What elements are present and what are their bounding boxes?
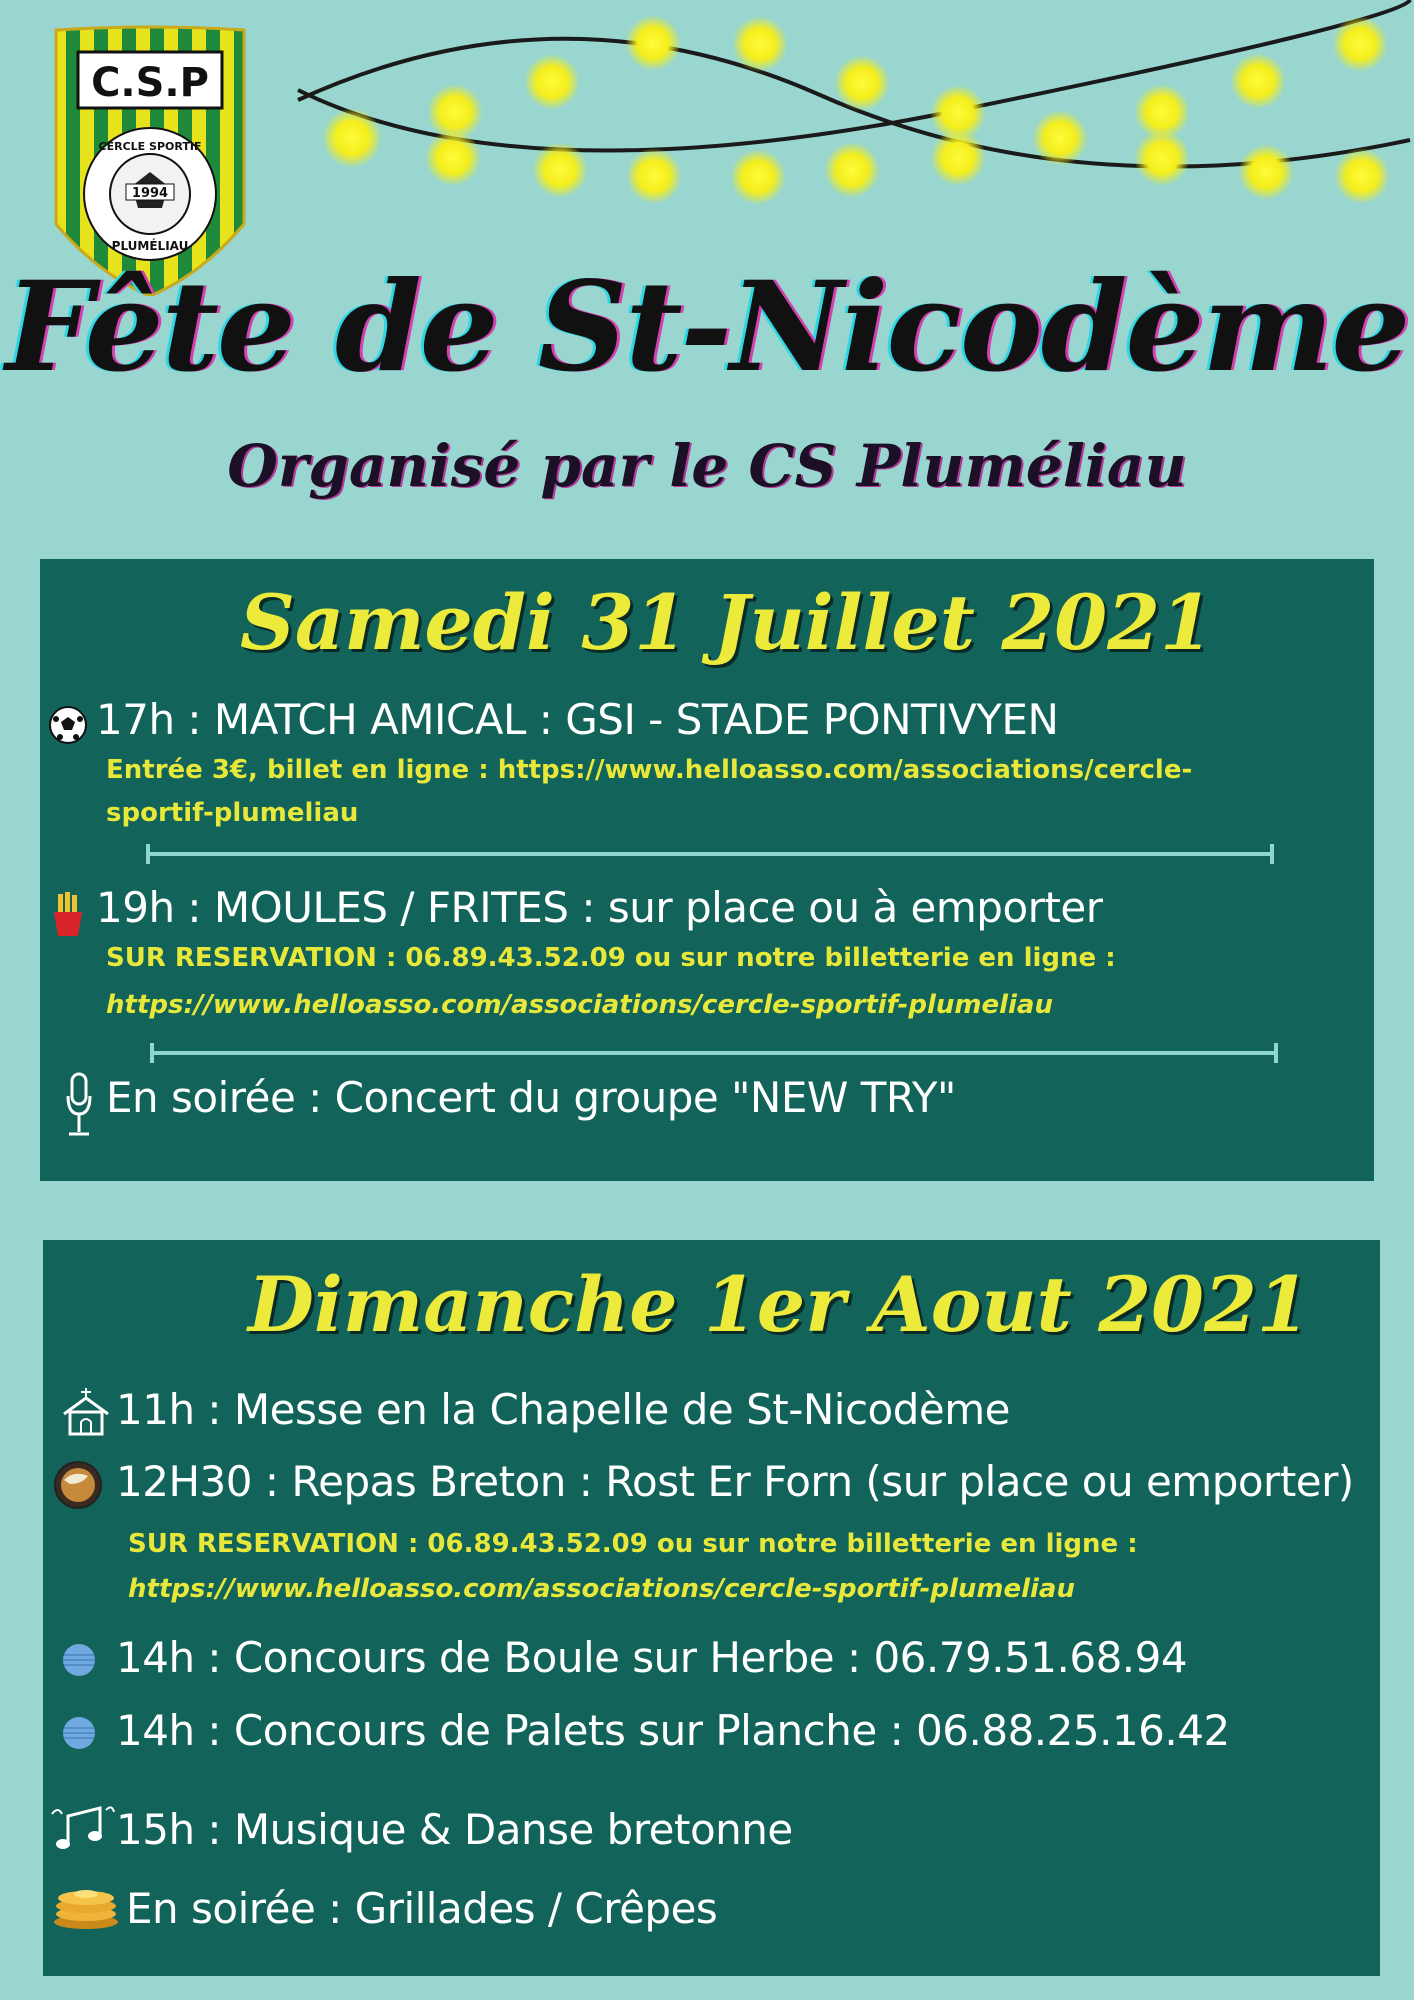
- event-subtitle: Organisé par le CS Pluméliau: [227, 432, 1187, 500]
- sunday-repas-line: 12H30 : Repas Breton : Rost Er Forn (sur place ou emporter): [116, 1457, 1354, 1506]
- sunday-messe-line: 11h : Messe en la Chapelle de St-Nicodème: [116, 1385, 1010, 1434]
- divider: [150, 1051, 1278, 1055]
- svg-text:1994: 1994: [131, 186, 169, 201]
- svg-text:PLUMÉLIAU: PLUMÉLIAU: [111, 239, 189, 253]
- chapel-icon: [60, 1388, 112, 1436]
- music-notes-icon: [50, 1804, 116, 1856]
- ball-icon: [62, 1716, 96, 1750]
- ball-icon: [62, 1643, 96, 1677]
- sunday-panel: [43, 1240, 1380, 1976]
- svg-text:CERCLE SPORTIF: CERCLE SPORTIF: [98, 140, 202, 153]
- saturday-match-note-2: sportif-plumeliau: [106, 798, 359, 828]
- saturday-concert-line: En soirée : Concert du groupe "NEW TRY": [106, 1073, 956, 1122]
- fries-icon: [50, 892, 86, 938]
- sunday-musique-line: 15h : Musique & Danse bretonne: [116, 1805, 793, 1854]
- pancakes-icon: [52, 1882, 120, 1930]
- sunday-palets-line: 14h : Concours de Palets sur Planche : 06.88.25.16.42: [116, 1706, 1230, 1755]
- meal-bowl-icon: [52, 1460, 104, 1510]
- soccer-ball-icon: [48, 705, 88, 745]
- divider: [146, 852, 1274, 856]
- svg-text:C.S.P: C.S.P: [91, 60, 209, 106]
- sunday-repas-note-1: SUR RESERVATION : 06.89.43.52.09 ou sur notre billetterie en ligne :: [128, 1529, 1138, 1559]
- saturday-date-title: Samedi 31 Juillet 2021: [240, 578, 1213, 667]
- event-title: Fête de St-Nicodème: [5, 255, 1409, 400]
- sunday-date-title: Dimanche 1er Aout 2021: [248, 1260, 1310, 1349]
- saturday-moules-note-1: SUR RESERVATION : 06.89.43.52.09 ou sur notre billetterie en ligne :: [106, 943, 1116, 973]
- saturday-moules-note-2: https://www.helloasso.com/associations/cercle-sportif-plumeliau: [106, 990, 1053, 1020]
- saturday-match-line: 17h : MATCH AMICAL : GSI - STADE PONTIVYEN: [96, 695, 1059, 744]
- sunday-grillades-line: En soirée : Grillades / Crêpes: [126, 1884, 718, 1933]
- saturday-moules-line: 19h : MOULES / FRITES : sur place ou à emporter: [96, 883, 1103, 932]
- saturday-match-note-1: Entrée 3€, billet en ligne : https://www.helloasso.com/associations/cercle-: [106, 755, 1193, 785]
- sunday-boule-line: 14h : Concours de Boule sur Herbe : 06.79.51.68.94: [116, 1633, 1188, 1682]
- microphone-icon: [64, 1072, 94, 1138]
- sunday-repas-note-2: https://www.helloasso.com/associations/cercle-sportif-plumeliau: [128, 1574, 1075, 1604]
